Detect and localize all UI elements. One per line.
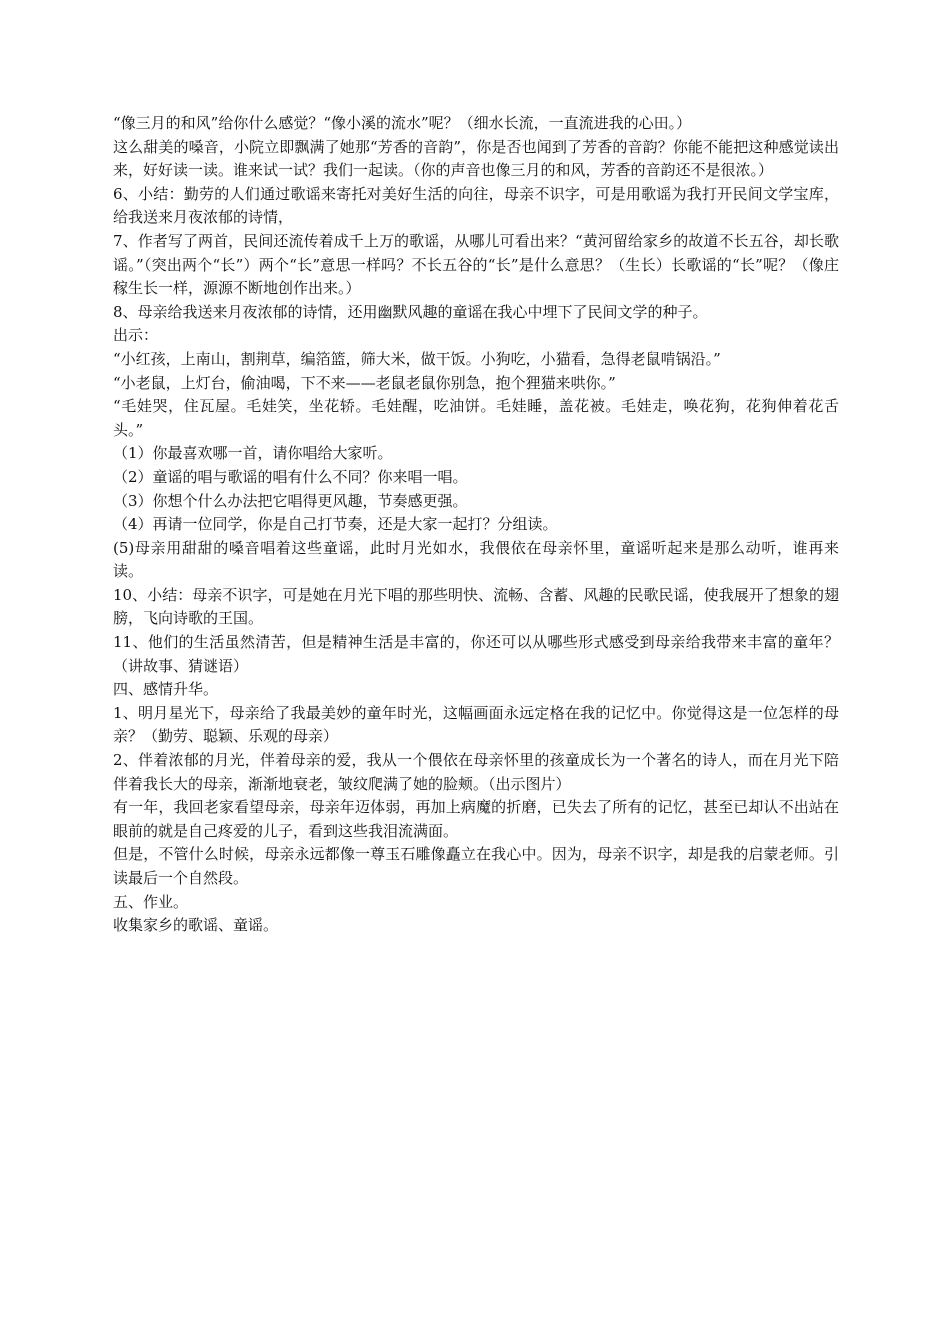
paragraph-sub-4: （4）再请一位同学，你是自己打节奏，还是大家一起打？分组读。 xyxy=(113,515,558,534)
paragraph-item-8: 8、母亲给我送来月夜浓郁的诗情，还用幽默风趣的童谣在我心中埋下了民间文学的种子。 xyxy=(113,302,708,321)
paragraph-summary-10: 10、小结：母亲不识字，可是她在月光下唱的那些明快、流畅、含蓄、风趣的民歌民谣，使我展开了想象的翅膀，飞向诗歌的王国。 xyxy=(113,585,839,628)
paragraph-item-7: 7、作者写了两首，民间还流传着成千上万的歌谣，从哪儿可看出来？“黄河留给家乡的故道不长五谷，却长歌谣。”（突出两个“长”）两个“长”意思一样吗？不长五谷的“长”是什么意思？（生长）长歌谣的“长”呢？（像庄稼生长一样，源源不断地创作出来。） xyxy=(113,231,839,298)
paragraph-one-year: 有一年，我回老家看望母亲，母亲年迈体弱，再加上病魔的折磨，已失去了所有的记忆，甚至已却认不出站在眼前的就是自己疼爱的儿子，看到这些我泪流满面。 xyxy=(113,798,839,840)
paragraph-sub-5: (5)母亲用甜甜的嗓音唱着这些童谣，此时月光如水，我偎依在母亲怀里，童谣听起来是那么动听，谁再来读。 xyxy=(113,538,839,581)
paragraph-rhyme-little-mouse: “小老鼠，上灯台，偷油喝，下不来——老鼠老鼠你别急，抱个狸猫来哄你。” xyxy=(113,373,616,392)
paragraph-rhyme-red-kid: “小红孩，上南山，割荆草，编箔篮，筛大米，做干饭。小狗吃，小猫看，急得老鼠啃锅沿。” xyxy=(113,349,721,368)
paragraph-sub-3: （3）你想个什么办法把它唱得更风趣，节奏感更强。 xyxy=(113,491,468,510)
paragraph-homework: 收集家乡的歌谣、童谣。 xyxy=(113,916,279,935)
paragraph-summary-6: 6、小结：勤劳的人们通过歌谣来寄托对美好生活的向往，母亲不识字，可是用歌谣为我打开民间文学宝库，给我送来月夜浓郁的诗情， xyxy=(113,184,839,227)
paragraph-sub-1: （1）你最喜欢哪一首，请你唱给大家听。 xyxy=(113,444,393,463)
section-heading-four: 四、感情升华。 xyxy=(113,680,219,699)
document-page xyxy=(113,112,839,938)
paragraph-rhyme-mao-wa: “毛娃哭，住瓦屋。毛娃笑，坐花轿。毛娃醒，吃油饼。毛娃睡，盖花被。毛娃走，唤花狗，花狗伸着花舌头。” xyxy=(113,397,839,439)
paragraph-sub-2: （2）童谣的唱与歌谣的唱有什么不同？你来唱一唱。 xyxy=(113,467,468,486)
paragraph-emotion-1: 1、明月星光下，母亲给了我最美妙的童年时光，这幅画面永远定格在我的记忆中。你觉得这是一位怎样的母亲？（勤劳、聪颖、乐观的母亲） xyxy=(113,703,839,746)
paragraph-wind-question: “像三月的和风”给你什么感觉？“像小溪的流水”呢？（细水长流，一直流进我的心田。） xyxy=(113,114,692,132)
paragraph-show-label: 出示： xyxy=(113,326,159,345)
paragraph-sweet-voice: 这么甜美的嗓音，小院立即飘满了她那“芳香的音韵”，你是否也闻到了芳香的音韵？你能不能把这种感觉读出来，好好读一读。谁来试一试？我们一起读。（你的声音也像三月的和风，芳香的音韵还不是很浓。） xyxy=(113,137,839,180)
section-heading-five: 五、作业。 xyxy=(113,892,189,911)
paragraph-emotion-2: 2、伴着浓郁的月光，伴着母亲的爱，我从一个偎依在母亲怀里的孩童成长为一个著名的诗人，而在月光下陪伴着我长大的母亲，渐渐地衰老，皱纹爬满了她的脸颊。（出示图片） xyxy=(113,751,839,793)
paragraph-item-11: 11、他们的生活虽然清苦，但是精神生活是丰富的，你还可以从哪些形式感受到母亲给我带来丰富的童年？（讲故事、猜谜语） xyxy=(113,633,839,675)
paragraph-however: 但是，不管什么时候，母亲永远都像一尊玉石雕像矗立在我心中。因为，母亲不识字，却是我的启蒙老师。引读最后一个自然段。 xyxy=(113,845,839,887)
